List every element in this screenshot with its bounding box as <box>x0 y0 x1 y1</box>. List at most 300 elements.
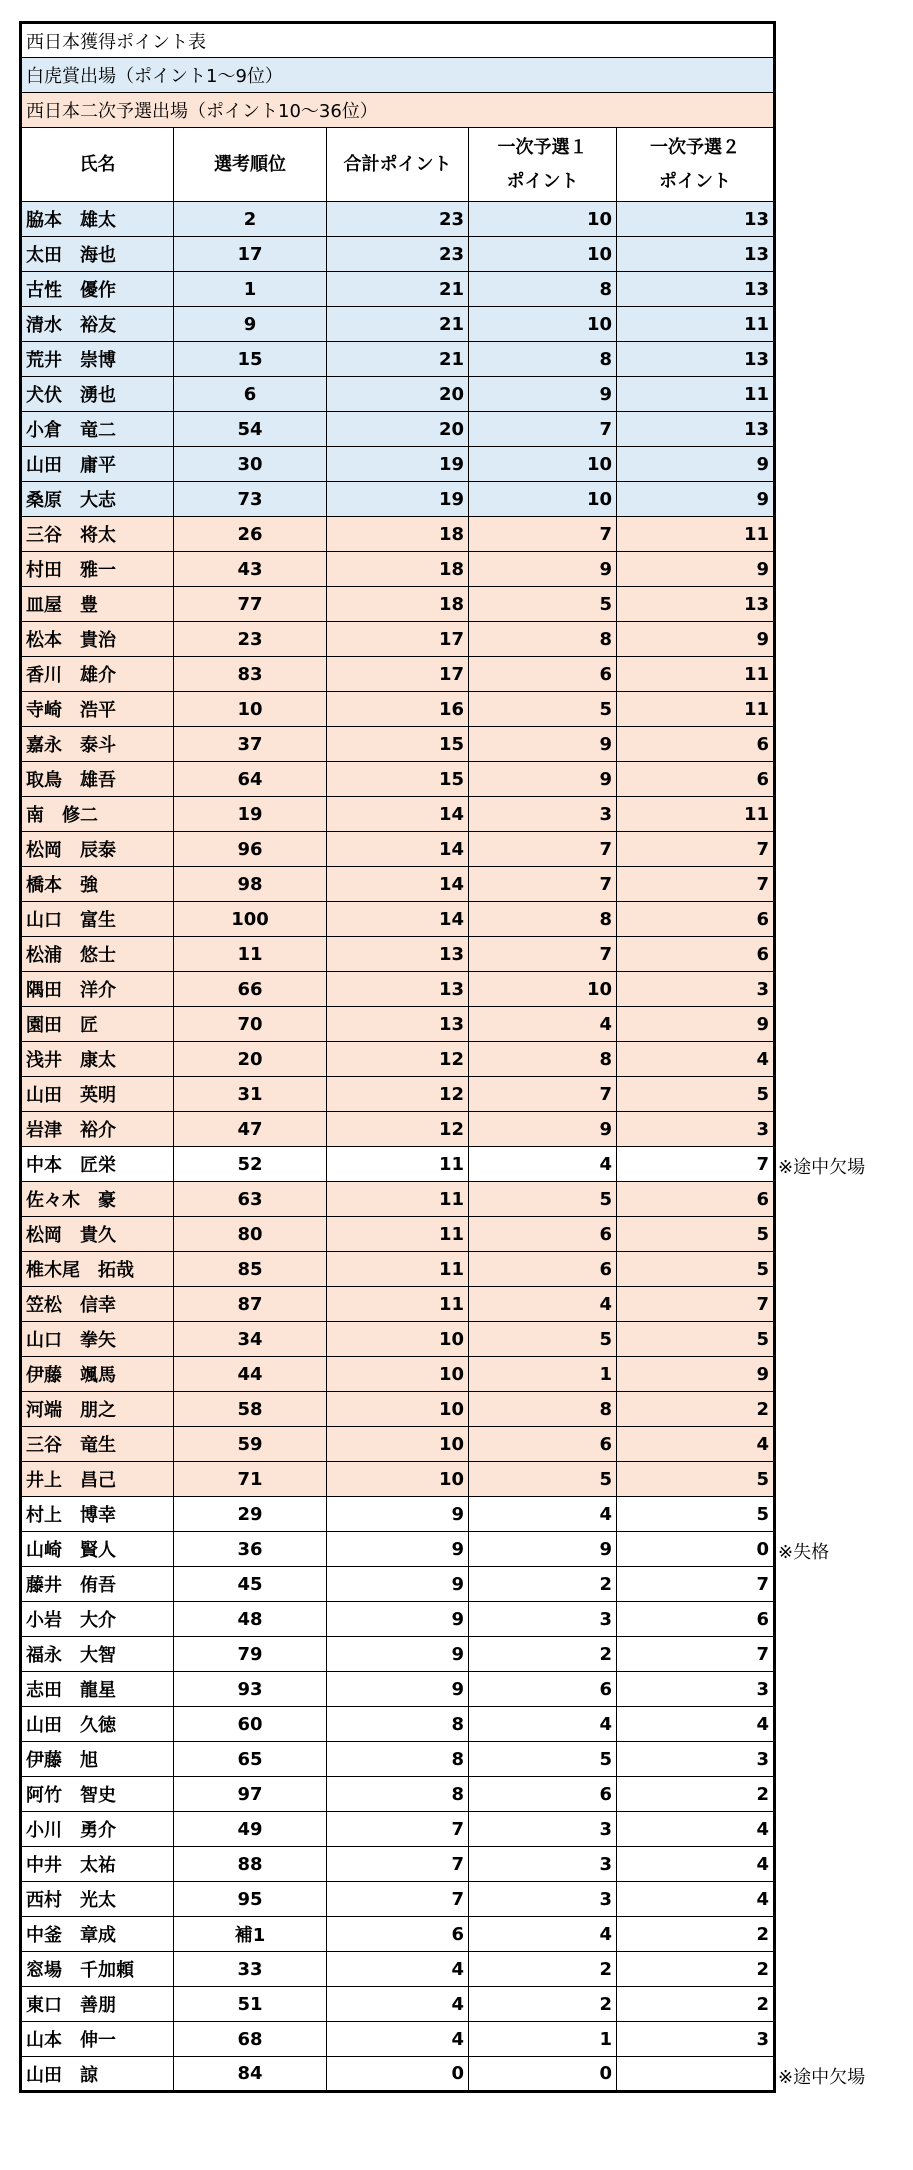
cell-total: 9 <box>327 1532 469 1567</box>
table-row <box>21 1322 775 1357</box>
cell-total: 14 <box>327 832 469 867</box>
cell-p2: 11 <box>617 307 775 342</box>
cell-total: 6 <box>327 1917 469 1952</box>
cell-p2: 11 <box>617 517 775 552</box>
cell-total: 9 <box>327 1567 469 1602</box>
table-row <box>21 1217 775 1252</box>
cell-p2: 3 <box>617 2022 775 2057</box>
cell-rank: 68 <box>174 2022 327 2057</box>
cell-p2: 2 <box>617 1952 775 1987</box>
cell-rank: 19 <box>174 797 327 832</box>
cell-rank: 66 <box>174 972 327 1007</box>
cell-p2: 11 <box>617 657 775 692</box>
cell-p2: 3 <box>617 1742 775 1777</box>
cell-p2: 5 <box>617 1322 775 1357</box>
cell-total: 15 <box>327 762 469 797</box>
cell-name: 香川 雄介 <box>21 657 174 692</box>
cell-total: 11 <box>327 1252 469 1287</box>
cell-rank: 9 <box>174 307 327 342</box>
cell-p2: 3 <box>617 1112 775 1147</box>
cell-total: 21 <box>327 307 469 342</box>
cell-p1: 4 <box>469 1497 617 1532</box>
cell-total: 20 <box>327 377 469 412</box>
cell-total: 21 <box>327 342 469 377</box>
cell-rank: 100 <box>174 902 327 937</box>
cell-total: 23 <box>327 237 469 272</box>
cell-name: 松本 貴治 <box>21 622 174 657</box>
cell-name: 古性 優作 <box>21 272 174 307</box>
cell-rank: 10 <box>174 692 327 727</box>
cell-p2: 9 <box>617 552 775 587</box>
cell-total: 8 <box>327 1777 469 1812</box>
cell-total: 7 <box>327 1882 469 1917</box>
cell-name: 山田 諒 <box>21 2057 174 2092</box>
cell-p2: 11 <box>617 692 775 727</box>
cell-rank: 83 <box>174 657 327 692</box>
cell-p1: 3 <box>469 1602 617 1637</box>
header-p1 <box>469 128 617 202</box>
table-row <box>21 1462 775 1497</box>
cell-rank: 47 <box>174 1112 327 1147</box>
table-row <box>21 1147 775 1182</box>
table-row <box>21 1917 775 1952</box>
row-note: ※途中欠場 <box>778 2067 866 2088</box>
cell-name: 三谷 竜生 <box>21 1427 174 1462</box>
cell-total: 18 <box>327 552 469 587</box>
cell-total: 14 <box>327 902 469 937</box>
table-row <box>21 1987 775 2022</box>
row-note: ※途中欠場 <box>778 1157 866 1178</box>
cell-p1: 10 <box>469 307 617 342</box>
cell-total: 7 <box>327 1847 469 1882</box>
cell-p2: 13 <box>617 587 775 622</box>
cell-name: 小倉 竜二 <box>21 412 174 447</box>
cell-p1: 3 <box>469 1812 617 1847</box>
cell-p2: 7 <box>617 1637 775 1672</box>
cell-p1: 6 <box>469 1672 617 1707</box>
legend-pink: 西日本二次予選出場（ポイント10〜36位） <box>21 93 775 128</box>
cell-total: 11 <box>327 1287 469 1322</box>
table-row <box>21 1602 775 1637</box>
cell-p2: 6 <box>617 1602 775 1637</box>
cell-p2: 3 <box>617 972 775 1007</box>
legend-blue: 白虎賞出場（ポイント1〜9位） <box>21 58 775 93</box>
cell-rank: 49 <box>174 1812 327 1847</box>
cell-p2: 5 <box>617 1497 775 1532</box>
cell-name: 東口 善朋 <box>21 1987 174 2022</box>
table-row <box>21 1287 775 1322</box>
cell-p2: 6 <box>617 937 775 972</box>
cell-total: 4 <box>327 1952 469 1987</box>
points-sheet <box>19 21 773 2093</box>
cell-name: 太田 海也 <box>21 237 174 272</box>
cell-total: 17 <box>327 622 469 657</box>
table-row <box>21 727 775 762</box>
cell-p1: 4 <box>469 1917 617 1952</box>
cell-total: 4 <box>327 1987 469 2022</box>
cell-rank: 36 <box>174 1532 327 1567</box>
cell-total: 12 <box>327 1077 469 1112</box>
table-row <box>21 1742 775 1777</box>
cell-rank: 73 <box>174 482 327 517</box>
cell-p2: 2 <box>617 1392 775 1427</box>
table-row <box>21 832 775 867</box>
table-row <box>21 1637 775 1672</box>
cell-p1: 10 <box>469 237 617 272</box>
cell-name: 窓場 千加頼 <box>21 1952 174 1987</box>
table-row <box>21 1007 775 1042</box>
cell-p1: 3 <box>469 1882 617 1917</box>
cell-rank: 71 <box>174 1462 327 1497</box>
cell-rank: 88 <box>174 1847 327 1882</box>
cell-rank: 29 <box>174 1497 327 1532</box>
cell-rank: 77 <box>174 587 327 622</box>
cell-p2: 5 <box>617 1462 775 1497</box>
table-row <box>21 1847 775 1882</box>
table-row <box>21 1357 775 1392</box>
cell-total: 15 <box>327 727 469 762</box>
table-row <box>21 412 775 447</box>
cell-rank: 補1 <box>174 1917 327 1952</box>
cell-total: 20 <box>327 412 469 447</box>
cell-p1: 1 <box>469 1357 617 1392</box>
cell-total: 10 <box>327 1322 469 1357</box>
cell-p2: 5 <box>617 1077 775 1112</box>
table-row <box>21 867 775 902</box>
cell-p1: 4 <box>469 1707 617 1742</box>
cell-rank: 70 <box>174 1007 327 1042</box>
table-row <box>21 1882 775 1917</box>
table-row <box>21 1252 775 1287</box>
table-row <box>21 622 775 657</box>
cell-rank: 64 <box>174 762 327 797</box>
cell-rank: 97 <box>174 1777 327 1812</box>
cell-p2: 2 <box>617 1987 775 2022</box>
table-row <box>21 342 775 377</box>
cell-name: 寺崎 浩平 <box>21 692 174 727</box>
cell-name: 松岡 貴久 <box>21 1217 174 1252</box>
table-row <box>21 587 775 622</box>
cell-p2: 2 <box>617 1777 775 1812</box>
cell-total: 11 <box>327 1147 469 1182</box>
cell-p1: 2 <box>469 1637 617 1672</box>
cell-rank: 87 <box>174 1287 327 1322</box>
cell-p2: 6 <box>617 1182 775 1217</box>
cell-rank: 54 <box>174 412 327 447</box>
cell-rank: 31 <box>174 1077 327 1112</box>
cell-p1: 7 <box>469 1077 617 1112</box>
cell-p2: 7 <box>617 1567 775 1602</box>
table-row <box>21 1112 775 1147</box>
cell-p2: 13 <box>617 202 775 237</box>
cell-total: 9 <box>327 1637 469 1672</box>
cell-p1: 6 <box>469 1777 617 1812</box>
table-row <box>21 1777 775 1812</box>
table-row <box>21 1952 775 1987</box>
cell-p1: 7 <box>469 867 617 902</box>
cell-rank: 43 <box>174 552 327 587</box>
cell-p2: 6 <box>617 902 775 937</box>
cell-name: 嘉永 泰斗 <box>21 727 174 762</box>
cell-name: 山田 英明 <box>21 1077 174 1112</box>
cell-name: 橋本 強 <box>21 867 174 902</box>
cell-total: 10 <box>327 1392 469 1427</box>
header-name: 氏名 <box>21 128 174 202</box>
header-row <box>21 128 775 202</box>
cell-p2: 9 <box>617 1357 775 1392</box>
cell-rank: 44 <box>174 1357 327 1392</box>
cell-rank: 34 <box>174 1322 327 1357</box>
cell-name: 阿竹 智史 <box>21 1777 174 1812</box>
cell-p2: 13 <box>617 412 775 447</box>
table-row <box>21 202 775 237</box>
cell-p1: 10 <box>469 202 617 237</box>
table-row <box>21 447 775 482</box>
cell-p1: 0 <box>469 2057 617 2092</box>
table-row <box>21 1392 775 1427</box>
cell-p1: 3 <box>469 797 617 832</box>
legend-row-pink <box>21 93 775 128</box>
table-row <box>21 1042 775 1077</box>
cell-p2: 7 <box>617 832 775 867</box>
cell-name: 福永 大智 <box>21 1637 174 1672</box>
table-row <box>21 1672 775 1707</box>
cell-p1: 9 <box>469 1112 617 1147</box>
table-row <box>21 1077 775 1112</box>
table-row <box>21 272 775 307</box>
points-table <box>19 21 776 2093</box>
cell-p2: 9 <box>617 622 775 657</box>
cell-rank: 15 <box>174 342 327 377</box>
cell-p2: 4 <box>617 1707 775 1742</box>
cell-p2: 4 <box>617 1042 775 1077</box>
table-row <box>21 1182 775 1217</box>
table-row <box>21 797 775 832</box>
cell-rank: 85 <box>174 1252 327 1287</box>
cell-p2: 4 <box>617 1427 775 1462</box>
cell-rank: 17 <box>174 237 327 272</box>
table-row <box>21 1812 775 1847</box>
cell-p2: 13 <box>617 272 775 307</box>
cell-p2: 3 <box>617 1672 775 1707</box>
cell-name: 小川 勇介 <box>21 1812 174 1847</box>
table-row <box>21 972 775 1007</box>
cell-p1: 6 <box>469 1252 617 1287</box>
cell-name: 中釜 章成 <box>21 1917 174 1952</box>
cell-name: 伊藤 颯馬 <box>21 1357 174 1392</box>
cell-name: 犬伏 湧也 <box>21 377 174 412</box>
cell-p2: 2 <box>617 1917 775 1952</box>
cell-total: 16 <box>327 692 469 727</box>
cell-p1: 4 <box>469 1287 617 1322</box>
cell-p2: 11 <box>617 797 775 832</box>
cell-p1: 2 <box>469 1567 617 1602</box>
cell-rank: 63 <box>174 1182 327 1217</box>
header-p2-line1: 一次予選２ <box>650 136 741 158</box>
cell-p2: 9 <box>617 447 775 482</box>
cell-p1: 8 <box>469 902 617 937</box>
cell-total: 10 <box>327 1427 469 1462</box>
cell-total: 13 <box>327 937 469 972</box>
cell-name: 志田 龍星 <box>21 1672 174 1707</box>
cell-p1: 6 <box>469 1427 617 1462</box>
cell-name: 山口 拳矢 <box>21 1322 174 1357</box>
cell-name: 山崎 賢人 <box>21 1532 174 1567</box>
cell-total: 19 <box>327 482 469 517</box>
cell-p1: 5 <box>469 1322 617 1357</box>
cell-total: 10 <box>327 1357 469 1392</box>
cell-rank: 51 <box>174 1987 327 2022</box>
cell-name: 村田 雅一 <box>21 552 174 587</box>
cell-total: 12 <box>327 1042 469 1077</box>
table-row <box>21 1497 775 1532</box>
cell-rank: 65 <box>174 1742 327 1777</box>
cell-name: 椎木尾 拓哉 <box>21 1252 174 1287</box>
cell-total: 17 <box>327 657 469 692</box>
cell-name: 荒井 崇博 <box>21 342 174 377</box>
cell-rank: 23 <box>174 622 327 657</box>
cell-p1: 5 <box>469 1742 617 1777</box>
cell-p1: 10 <box>469 972 617 1007</box>
cell-name: 山田 久徳 <box>21 1707 174 1742</box>
cell-name: 中井 太祐 <box>21 1847 174 1882</box>
header-p2 <box>617 128 775 202</box>
cell-name: 皿屋 豊 <box>21 587 174 622</box>
table-row <box>21 1532 775 1567</box>
cell-name: 西村 光太 <box>21 1882 174 1917</box>
table-row <box>21 517 775 552</box>
table-row <box>21 902 775 937</box>
cell-name: 山口 富生 <box>21 902 174 937</box>
cell-p2: 9 <box>617 1007 775 1042</box>
cell-p2: 7 <box>617 1287 775 1322</box>
table-row <box>21 2022 775 2057</box>
header-p1-line2: ポイント <box>506 170 579 192</box>
header-total: 合計ポイント <box>327 128 469 202</box>
header-p1-line1: 一次予選１ <box>497 136 588 158</box>
cell-rank: 26 <box>174 517 327 552</box>
cell-p2: 4 <box>617 1812 775 1847</box>
cell-total: 11 <box>327 1182 469 1217</box>
table-row <box>21 692 775 727</box>
cell-rank: 33 <box>174 1952 327 1987</box>
row-note: ※失格 <box>778 1542 830 1563</box>
table-row <box>21 307 775 342</box>
cell-rank: 6 <box>174 377 327 412</box>
cell-name: 岩津 裕介 <box>21 1112 174 1147</box>
table-row <box>21 237 775 272</box>
cell-name: 清水 裕友 <box>21 307 174 342</box>
table-row <box>21 482 775 517</box>
cell-rank: 52 <box>174 1147 327 1182</box>
cell-name: 笠松 信幸 <box>21 1287 174 1322</box>
cell-name: 藤井 侑吾 <box>21 1567 174 1602</box>
cell-name: 井上 昌己 <box>21 1462 174 1497</box>
cell-p1: 5 <box>469 692 617 727</box>
cell-total: 8 <box>327 1707 469 1742</box>
cell-name: 佐々木 豪 <box>21 1182 174 1217</box>
cell-p1: 9 <box>469 377 617 412</box>
cell-name: 取鳥 雄吾 <box>21 762 174 797</box>
cell-total: 18 <box>327 587 469 622</box>
cell-total: 14 <box>327 797 469 832</box>
cell-p2: 6 <box>617 727 775 762</box>
cell-rank: 96 <box>174 832 327 867</box>
cell-p1: 9 <box>469 762 617 797</box>
table-row <box>21 937 775 972</box>
cell-total: 21 <box>327 272 469 307</box>
cell-p1: 3 <box>469 1847 617 1882</box>
cell-rank: 98 <box>174 867 327 902</box>
cell-p1: 4 <box>469 1007 617 1042</box>
cell-total: 9 <box>327 1602 469 1637</box>
cell-total: 14 <box>327 867 469 902</box>
cell-total: 9 <box>327 1672 469 1707</box>
cell-p1: 8 <box>469 342 617 377</box>
cell-rank: 58 <box>174 1392 327 1427</box>
cell-rank: 48 <box>174 1602 327 1637</box>
table-row <box>21 2057 775 2092</box>
cell-p1: 5 <box>469 1462 617 1497</box>
cell-total: 12 <box>327 1112 469 1147</box>
cell-rank: 80 <box>174 1217 327 1252</box>
cell-p1: 7 <box>469 517 617 552</box>
cell-name: 河端 朋之 <box>21 1392 174 1427</box>
cell-name: 村上 博幸 <box>21 1497 174 1532</box>
cell-total: 13 <box>327 972 469 1007</box>
cell-p2: 13 <box>617 237 775 272</box>
cell-rank: 93 <box>174 1672 327 1707</box>
title-row <box>21 23 775 58</box>
cell-p1: 6 <box>469 657 617 692</box>
cell-p2: 4 <box>617 1882 775 1917</box>
header-rank: 選考順位 <box>174 128 327 202</box>
cell-total: 9 <box>327 1497 469 1532</box>
table-row <box>21 552 775 587</box>
cell-total: 23 <box>327 202 469 237</box>
cell-p1: 2 <box>469 1952 617 1987</box>
cell-name: 松岡 辰泰 <box>21 832 174 867</box>
cell-p2: 9 <box>617 482 775 517</box>
cell-total: 18 <box>327 517 469 552</box>
cell-rank: 37 <box>174 727 327 762</box>
cell-name: 山田 庸平 <box>21 447 174 482</box>
table-row <box>21 657 775 692</box>
cell-p1: 9 <box>469 727 617 762</box>
cell-rank: 11 <box>174 937 327 972</box>
cell-name: 山本 伸一 <box>21 2022 174 2057</box>
cell-p2: 4 <box>617 1847 775 1882</box>
cell-p2: 11 <box>617 377 775 412</box>
table-row <box>21 377 775 412</box>
cell-p1: 8 <box>469 272 617 307</box>
cell-rank: 2 <box>174 202 327 237</box>
cell-p1: 8 <box>469 622 617 657</box>
cell-p1: 5 <box>469 1182 617 1217</box>
cell-name: 桑原 大志 <box>21 482 174 517</box>
cell-p2: 6 <box>617 762 775 797</box>
cell-name: 隅田 洋介 <box>21 972 174 1007</box>
cell-p2: 0 <box>617 1532 775 1567</box>
cell-p1: 10 <box>469 482 617 517</box>
cell-rank: 84 <box>174 2057 327 2092</box>
cell-name: 中本 匠栄 <box>21 1147 174 1182</box>
table-row <box>21 1707 775 1742</box>
cell-name: 南 修二 <box>21 797 174 832</box>
cell-p1: 10 <box>469 447 617 482</box>
cell-name: 伊藤 旭 <box>21 1742 174 1777</box>
cell-total: 7 <box>327 1812 469 1847</box>
